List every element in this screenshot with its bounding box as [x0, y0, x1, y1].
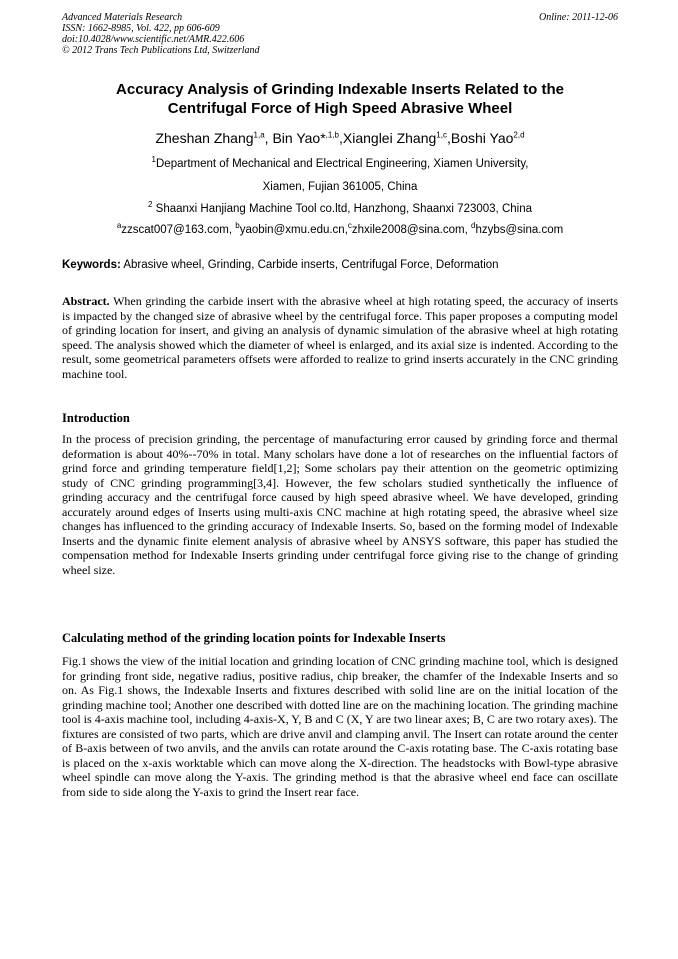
abstract — [62, 294, 618, 381]
affiliation-text: Department of Mechanical and Electrical Engineering, Xiamen University, — [156, 158, 529, 170]
author-affiliation-mark: 2,d — [513, 130, 525, 140]
author-separator: , — [446, 130, 451, 146]
affiliation-2 — [62, 202, 618, 216]
keywords — [62, 258, 618, 272]
abstract-label: Abstract. — [62, 294, 110, 308]
author-separator: , — [339, 130, 343, 146]
email-address: yaobin@xmu.edu.cn, — [239, 224, 348, 236]
introduction-text: In the process of precision grinding, the percentage of manufacturing error caused by grinding force and thermal deformation is about 40%--70% in total. Many scholars have done a lot of researches on the influential factors of grind force and grinding temperature field[1,2]; Some scholars pay their attention on the geometric optimizing study of CNC grinding programming[3,4]. However, the few scholars studied synthetically the influence of grinding accuracy and the centrifugal force caused by high speed abrasive wheel. We have developed, grinding accurately around edges of Inserts using multi-axis CNC machine at high rotating speed, the abrasive wheel size changes has influenced to the grinding accuracy of Indexable Inserts. So, based on the forming model of Indexable Inserts and the dynamic finite element analysis of abrasive wheel by ANSYS software, this paper has studied the compensation method for Indexable Inserts grinding under centrifugal force giving rise to the change of grinding wheel size. — [62, 432, 618, 577]
journal-doi: doi:10.4028/www.scientific.net/AMR.422.606 — [62, 34, 245, 45]
author-name: Bin Yao* — [272, 130, 326, 146]
email-address: zhxile2008@sina.com, — [351, 224, 471, 236]
journal-name: Advanced Materials Research — [62, 12, 183, 23]
journal-header — [62, 12, 618, 56]
email-address: hzybs@sina.com — [475, 224, 564, 236]
introduction-heading: Introduction — [62, 411, 130, 425]
author-affiliation-mark: ,1,b — [325, 130, 339, 140]
author-affiliation-mark: 1,c — [436, 130, 447, 140]
abstract-text: When grinding the carbide insert with the abrasive wheel at high rotating speed, the accuracy of inserts is impacted by the changed size of abrasive wheel by the centrifugal force. This paper proposes a computing model of grinding location for insert, and giving an analysis of dynamic simulation of the abrasive wheel at high rotating speed. The analysis showed which the diameter of wheel is enlarged, and its axial size is indented. According to the result, some geometrical parameters offsets were afforded to realize to grind inserts accurately in the CNC grinding machine tool. — [62, 294, 618, 381]
email-mark: d — [470, 221, 476, 231]
section-heading: Calculating method of the grinding location points for Indexable Inserts — [62, 631, 446, 645]
journal-issn: ISSN: 1662-8985, Vol. 422, pp 606-609 — [62, 23, 220, 34]
author-name: Boshi Yao — [450, 130, 514, 146]
affiliation-1-line-2: Xiamen, Fujian 361005, China — [262, 181, 418, 193]
email-mark: b — [235, 221, 240, 231]
keywords-text: Abrasive wheel, Grinding, Carbide inserts, Centrifugal Force, Deformation — [120, 259, 499, 271]
online-date: Online: 2011-12-06 — [539, 12, 618, 23]
journal-copyright: © 2012 Trans Tech Publications Ltd, Switzerland — [62, 45, 260, 56]
email-mark: c — [347, 221, 352, 231]
affiliation-mark: 1 — [151, 155, 156, 165]
affiliation-text: Shaanxi Hanjiang Machine Tool co.ltd, Hanzhong, Shaanxi 723003, China — [152, 203, 532, 215]
keywords-label: Keywords: — [62, 259, 121, 271]
author-emails — [62, 223, 618, 237]
author-list — [62, 129, 618, 147]
paper-title — [62, 80, 618, 118]
email-address: zzscat007@163.com, — [121, 224, 236, 236]
author-separator: , — [264, 130, 273, 146]
affiliation-mark: 2 — [148, 200, 153, 210]
email-mark: a — [116, 221, 122, 231]
author-name: Zheshan Zhang — [155, 130, 254, 146]
section-text: Fig.1 shows the view of the initial location and grinding location of CNC grinding machine tool, which is designed for grinding front side, negative radius, positive radius, chip breaker, the chamfer of the Indexable Inserts and so on. As Fig.1 shows, the Indexable Inserts and fixtures described with solid line are on the initial location of the grinding machine tool; Another one described with dotted line are on the machining location. The grinding machine tool is 4-axis machine tool, including 4-axis-X, Y, B and C (X, Y are two linear axes; B, C are two rotary axes). The fixtures are consisted of two parts, which are drive anvil and clamping anvil. The Insert can rotate around the center of B-axis between of two anvils, and the anvils can rotate around the C-axis rotating base. The C-axis rotating base is placed on the x-axis worktable which can move along the X-direction. The headstocks with Bowl-type abrasive wheel spindle can move along the Y-axis. The grinding method is that the abrasive wheel end face can oscillate from side to side along the Y-axis to grind the Insert rear face. — [62, 654, 618, 799]
title-line-1: Accuracy Analysis of Grinding Indexable Inserts Related to the — [116, 81, 564, 98]
title-line-2: Centrifugal Force of High Speed Abrasive Wheel — [167, 100, 513, 117]
author-affiliation-mark: 1,a — [253, 130, 265, 140]
affiliation-1-line-1 — [62, 157, 618, 171]
author-name: Xianglei Zhang — [342, 130, 437, 146]
